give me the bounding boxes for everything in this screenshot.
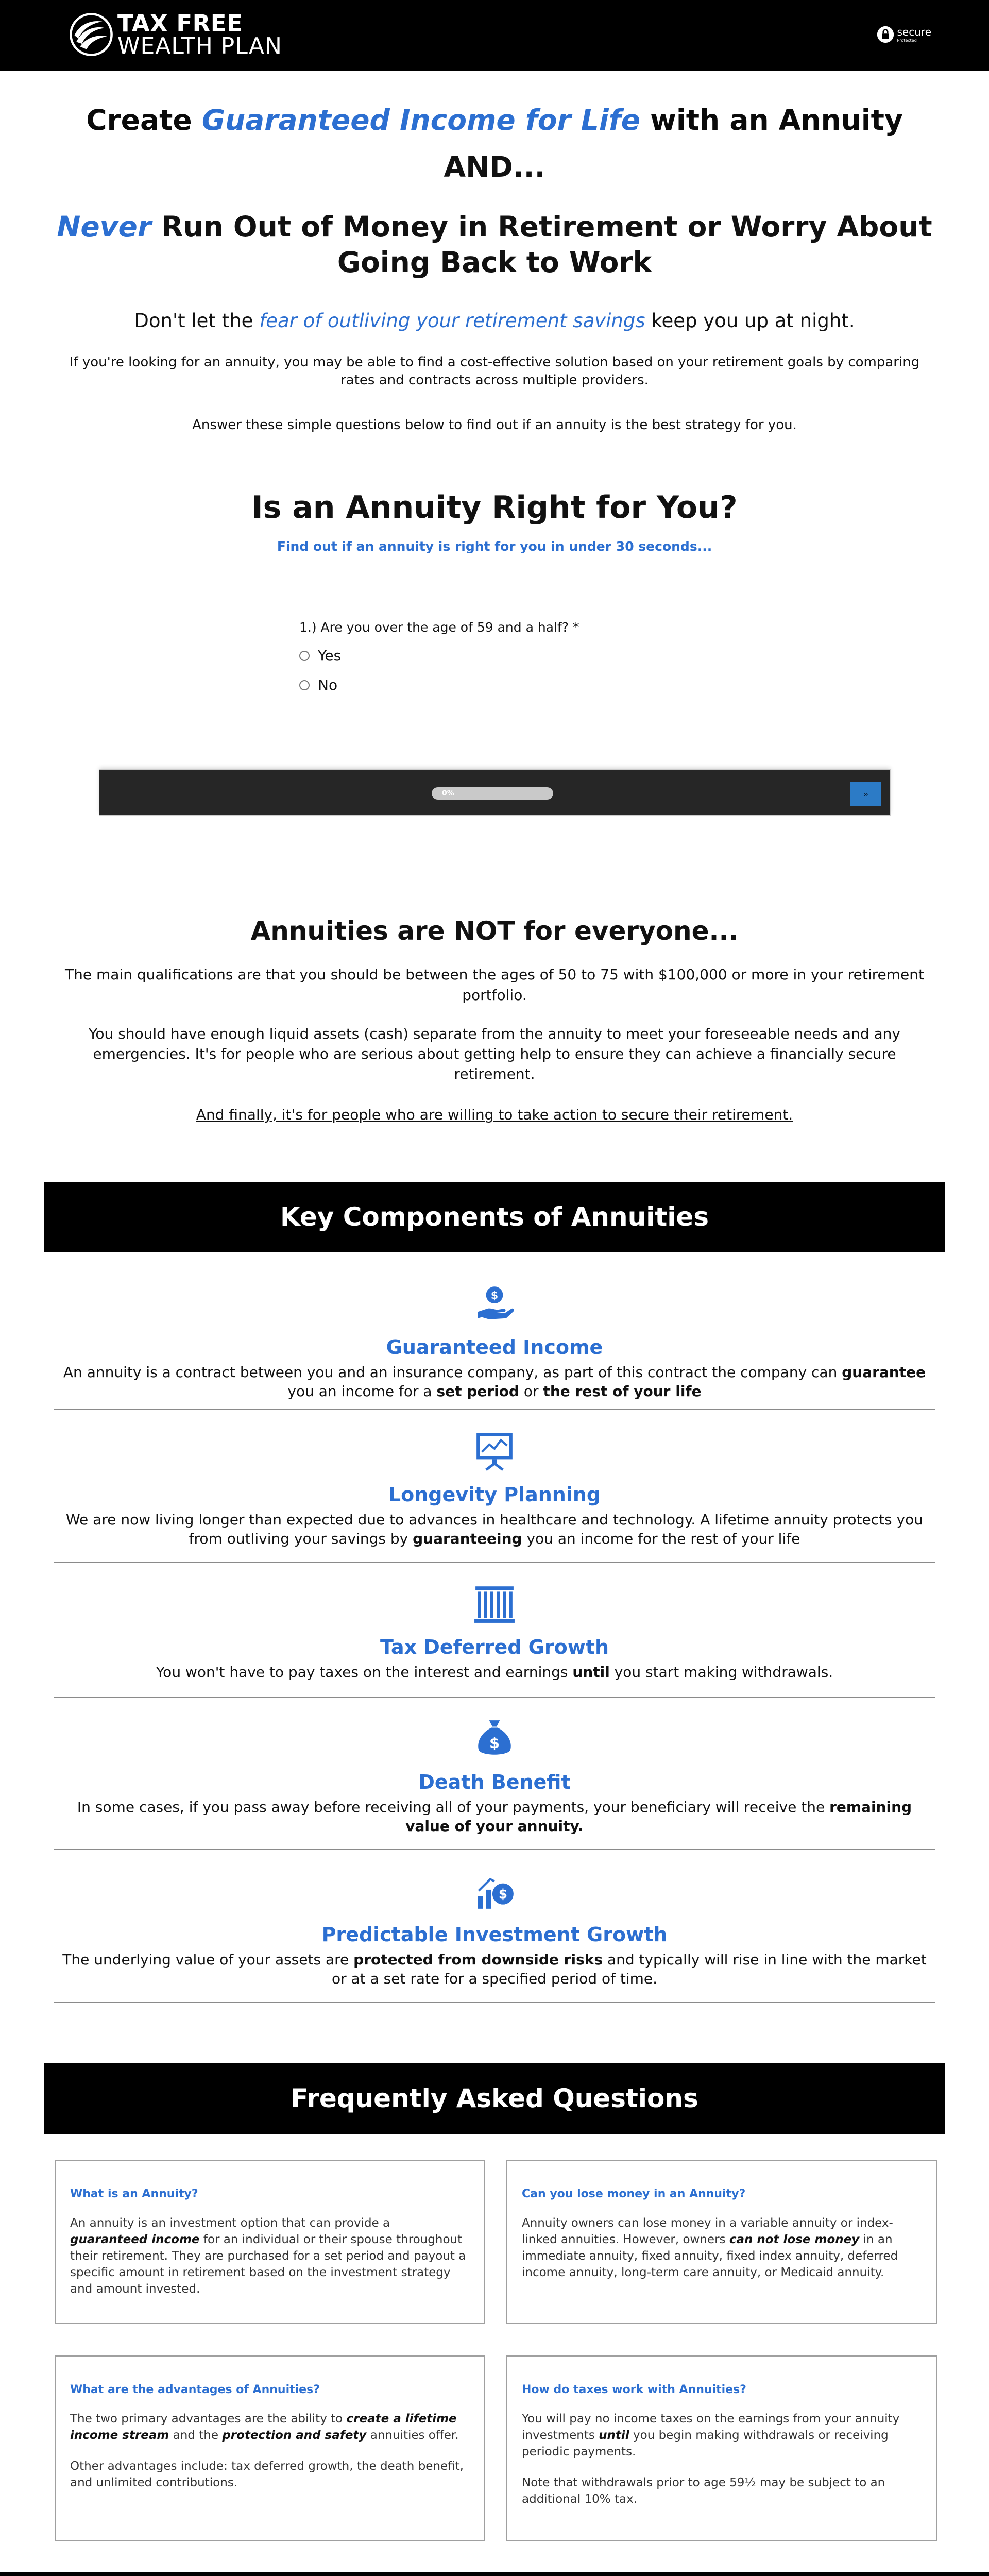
component-predictable-growth [54,1850,935,2003]
faq-question: What are the advantages of Annuities? [70,2383,320,2396]
faq-answer-part: you begin making withdrawals or receiving periodic payments. [522,2428,889,2459]
component-text-bold: set period [436,1383,519,1400]
sub-pre: Don't let the [134,310,260,332]
option-no[interactable] [299,676,989,693]
faq-answer-bold: protection and safety [222,2428,367,2442]
quiz-subtitle: Find out if an annuity is right for you in under 30 seconds... [277,539,712,554]
component-tax-deferred-growth [54,1563,935,1698]
component-text [59,1950,930,1989]
presentation-chart-icon [473,1430,516,1472]
site-header [0,0,989,71]
hero-headline-post: with an Annuity [640,104,903,137]
sub-post: keep you up at night. [645,310,855,332]
faq-answer-part: You will pay no income taxes on the earnings from your annuity investments [522,2412,900,2442]
hero-headline-2-accent: Never [57,210,151,243]
qualifications-title: Annuities are NOT for everyone... [250,916,739,946]
option-yes[interactable] [299,647,989,664]
component-text [59,1510,930,1549]
faq-card-lose-money [506,2160,937,2324]
faq-question: How do taxes work with Annuities? [522,2383,746,2396]
component-death-benefit [54,1698,935,1850]
lock-icon [877,26,894,43]
component-text-bold: protected from downside risks [353,1951,603,1968]
faq-grid [0,2134,989,2572]
option-yes-label: Yes [318,647,342,665]
quiz-section [0,489,989,815]
hero-headline-accent: Guaranteed Income for Life [201,104,640,137]
logo-line2: WEALTH PLAN [117,32,282,59]
faq-answer [522,2215,922,2281]
faq-answer [522,2411,922,2461]
component-longevity-planning [54,1410,935,1563]
component-text-part: You won't have to pay taxes on the interest and earnings [156,1663,573,1681]
hero-and: AND... [444,150,545,183]
components-list [0,1252,989,2003]
qualifications-p1: The main qualifications are that you should be between the ages of 50 to 75 with $100,000 or more in your retirement portfolio. [65,966,924,1004]
component-text-bold: guarantee [842,1363,926,1381]
qualifications-section [0,916,989,1125]
component-text-part: you an income for a [287,1383,437,1400]
svg-text:$: $ [489,1734,500,1752]
component-text [59,1363,930,1402]
faq-answer-part: Annuity owners can lose money in a variable annuity or index-linked annuities. However, owners [522,2216,893,2246]
money-bag-icon [473,1717,516,1759]
growth-coins-icon [473,1870,516,1912]
faq-card-advantages [55,2355,485,2541]
hero-subheadline [0,310,989,332]
faq-answer-bold: until [599,2428,629,2442]
component-text-part: or [519,1383,543,1400]
component-text-bold: guaranteeing [413,1530,522,1548]
faq-question: Can you lose money in an Annuity? [522,2187,746,2200]
component-text-bold: until [572,1663,610,1681]
faq-answer-bold: guaranteed income [70,2232,200,2246]
progress-label: 0% [442,789,454,798]
next-button[interactable] [850,782,881,806]
sub-accent: fear of outliving your retirement savings [259,310,645,332]
qualifications-p2: You should have enough liquid assets (cash) separate from the annuity to meet your foreseeable needs and any emergencies. It's for people who are serious about getting help to ensure they can achieve a financially secure retirement. [89,1025,900,1083]
hero-paragraph-2: Answer these simple questions below to find out if an annuity is the best strategy for you. [192,417,797,433]
faq-answer-part: An annuity is an investment option that can provide a [70,2216,390,2230]
component-title: Death Benefit [418,1770,571,1793]
faq-answer-part: and the [169,2428,223,2442]
radio-yes[interactable] [299,651,310,661]
component-text-part: you an income for the rest of your life [522,1530,800,1548]
svg-text:$: $ [490,1289,499,1301]
hero-paragraph-1: If you're looking for an annuity, you may be able to find a cost-effective solution based on your retirement goals by comparing rates and contracts across multiple providers. [69,354,920,388]
component-text-bold: remaining value of your annuity. [405,1798,912,1835]
faq-question: What is an Annuity? [70,2187,198,2200]
qualifications-p3: And finally, it's for people who are willing to take action to secure their retirement. [196,1106,793,1124]
component-title: Predictable Investment Growth [321,1923,668,1946]
secure-label: secure [897,25,931,38]
hand-dollar-icon [473,1282,516,1325]
component-text-part: you start making withdrawals. [609,1663,833,1681]
hero-section [0,71,989,433]
radio-no[interactable] [299,680,310,690]
swirl-logo-icon [68,11,114,58]
faq-answer-bold: can not lose money [729,2232,860,2246]
component-text-part: We are now living longer than expected due to advances in healthcare and technology. A lifetime annuity protects you from outliving your savings by [65,1511,923,1548]
faq-answer [70,2411,470,2444]
secure-sub: Protected [897,38,917,43]
next-arrow-icon: » [863,789,868,800]
component-text-part: In some cases, if you pass away before receiving all of your payments, your beneficiary will receive the [77,1798,830,1816]
svg-text:$: $ [498,1886,507,1901]
cta-section [0,2572,989,2576]
component-text-part: An annuity is a contract between you and an insurance company, as part of this contract the company can [63,1363,842,1381]
hero-headline [0,103,989,138]
quiz-progress-bar [99,770,890,815]
components-heading: Key Components of Annuities [44,1182,945,1252]
quiz-title: Is an Annuity Right for You? [251,489,738,526]
faq-card-what-is [55,2160,485,2324]
hero-headline-pre: Create [86,104,202,137]
component-text-bold: the rest of your life [543,1383,702,1400]
faq-answer-bold: create a lifetime income stream [70,2412,457,2442]
hero-headline-2 [57,209,932,280]
faq-answer-part: in an immediate annuity, fixed annuity, fixed index annuity, deferred income annuity, long-term care annuity, or Medicaid annuity. [522,2232,898,2280]
logo-line1: TAX FREE [117,9,243,37]
bank-icon [473,1582,516,1624]
faq-card-taxes [506,2355,937,2541]
option-no-label: No [318,676,338,694]
component-text [59,1663,930,1682]
faq-answer [70,2215,470,2298]
component-title: Tax Deferred Growth [380,1635,609,1658]
component-text [59,1798,930,1837]
quiz-question: 1.) Are you over the age of 59 and a half? * [299,620,579,635]
secure-badge [877,26,931,43]
component-text-part: and typically will rise in line with the market or at a set rate for a specified period of time. [331,1951,927,1988]
component-title: Guaranteed Income [386,1335,603,1359]
hero-headline-2-rest: Run Out of Money in Retirement or Worry About Going Back to Work [151,210,932,279]
component-guaranteed-income [54,1252,935,1410]
site-logo[interactable] [68,11,282,58]
component-title: Longevity Planning [388,1483,601,1506]
faq-answer-2: Note that withdrawals prior to age 59½ may be subject to an additional 10% tax. [522,2476,885,2506]
faq-answer-2: Other advantages include: tax deferred growth, the death benefit, and unlimited contributions. [70,2459,464,2490]
faq-answer-part: for an individual or their spouse throughout their retirement. They are purchased for a set period and payout a specific amount in retirement based on the investment strategy and amount invested. [70,2232,466,2296]
faq-answer-part: The two primary advantages are the ability to [70,2412,347,2426]
faq-heading: Frequently Asked Questions [44,2063,945,2134]
component-text-part: The underlying value of your assets are [62,1951,354,1968]
faq-answer-part: annuities offer. [366,2428,459,2442]
